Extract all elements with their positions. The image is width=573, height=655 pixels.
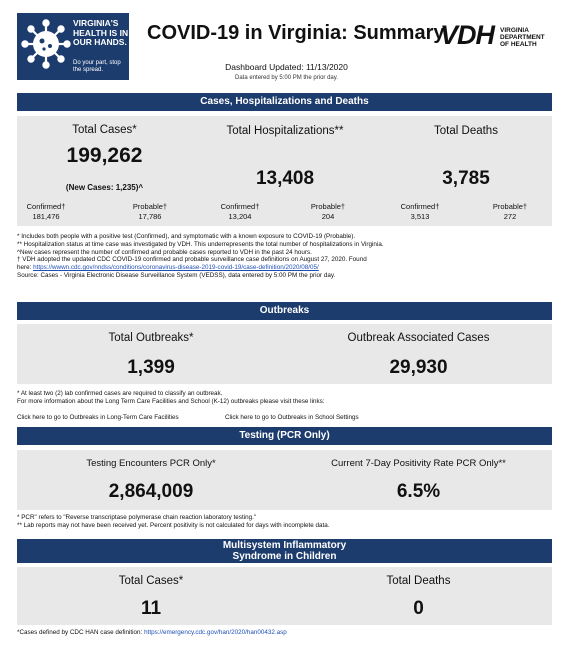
- school-outbreaks-link[interactable]: Click here to go to Outbreaks in School Settings: [225, 414, 359, 421]
- total-deaths-label: Total Deaths: [434, 125, 498, 137]
- deaths-probable-label: Probable†: [492, 202, 528, 211]
- total-hospitalizations-label: Total Hospitalizations**: [226, 125, 344, 137]
- logo-text: VIRGINIA'S HEALTH IS IN OUR HANDS.: [73, 18, 129, 47]
- outbreak-definition-note: * At least two (2) lab confirmed cases are required to classify an outbreak.: [17, 390, 223, 397]
- total-deaths-value: 3,785: [442, 168, 490, 189]
- cases-section-header: Cases, Hospitalizations and Deaths: [17, 93, 552, 111]
- hosp-probable-value: 204: [321, 212, 335, 221]
- lab-reports-note: ** Lab reports may not have been received yet. Percent positivity is not calculated for days with incomplete data.: [17, 521, 330, 529]
- total-outbreaks-value: 1,399: [127, 357, 175, 378]
- footnote-here: here:: [17, 264, 32, 272]
- misc-header-line1: Multisystem Inflammatory: [222, 540, 347, 551]
- misc-section-header: [17, 539, 552, 563]
- outbreak-associated-cases-label: Outbreak Associated Cases: [347, 332, 490, 344]
- footnote-new-cases: ^New cases represent the number of confirmed and probable cases reported to VDH in the past 24 hours.: [17, 248, 312, 256]
- ltc-outbreaks-link[interactable]: Click here to go to Outbreaks in Long-Term Care Facilities: [17, 414, 179, 421]
- cases-confirmed-label: Confirmed†: [26, 202, 66, 211]
- misc-footnote-prefix: *Cases defined by CDC HAN case definition:: [17, 629, 145, 636]
- cases-confirmed-value: 181,476: [32, 212, 60, 221]
- testing-encounters-label: Testing Encounters PCR Only*: [86, 458, 216, 469]
- total-outbreaks-label: Total Outbreaks*: [108, 332, 194, 344]
- positivity-rate-label: Current 7-Day Positivity Rate PCR Only**: [331, 458, 506, 469]
- outbreak-info-note: For more information about the Long Term Care Facilities and School (K-12) outbreaks please visit these links:: [17, 397, 325, 405]
- misc-total-cases-value: 11: [140, 598, 162, 619]
- cases-footnotes: [17, 233, 557, 280]
- hosp-confirmed-value: 13,204: [228, 212, 252, 221]
- vdh-logo: [440, 20, 552, 56]
- cases-panel: [17, 116, 552, 226]
- outbreak-associated-cases-value: 29,930: [389, 357, 448, 378]
- footnote-total-cases: * Includes both people with a positive test (Confirmed), and symptomatic with a known exposure to COVID-19 (Probable).: [17, 233, 356, 240]
- hosp-confirmed-label: Confirmed†: [220, 202, 260, 211]
- cdc-case-definition-link[interactable]: https://wwwn.cdc.gov/nndss/conditions/coronavirus-disease-2019-covid-19/case-definition/2020/08/05/: [33, 264, 319, 272]
- footnote-link-line: [17, 264, 557, 272]
- pcr-definition-note: * PCR" refers to "Reverse transcriptase polymerase chain reaction laboratory testing.": [17, 514, 257, 521]
- new-cases: (New Cases: 1,235)^: [65, 183, 144, 192]
- misc-total-deaths-label: Total Deaths: [386, 575, 451, 587]
- vdh-department-name: VIRGINIA DEPARTMENT OF HEALTH: [500, 27, 545, 48]
- vdh-mark: VDH: [440, 20, 495, 50]
- testing-encounters-value: 2,864,009: [108, 481, 194, 502]
- testing-panel: [17, 450, 552, 510]
- total-cases-label: Total Cases*: [72, 124, 137, 136]
- positivity-rate-value: 6.5%: [396, 481, 441, 502]
- misc-footnote: [17, 629, 287, 637]
- data-entered-note: Data entered by 5:00 PM the prior day.: [235, 75, 338, 81]
- footnote-source: Source: Cases - Virginia Electronic Disease Surveillance System (VEDSS), data entered by 5:00 PM the prior day.: [17, 271, 336, 279]
- outbreaks-panel: [17, 324, 552, 384]
- testing-section-header: Testing (PCR Only): [17, 427, 552, 445]
- hosp-probable-label: Probable†: [310, 202, 346, 211]
- footnote-hospitalization: ** Hospitalization status at time case was investigated by VDH. This underrepresents the total number of hospitalizations in Virginia.: [17, 240, 384, 248]
- footnote-case-definition: † VDH adopted the updated CDC COVID-19 confirmed and probable surveillance case definitions on August 27, 2020. Found: [17, 256, 367, 264]
- page-title: COVID-19 in Virginia: Summary: [147, 22, 445, 44]
- misc-total-cases-label: Total Cases*: [118, 575, 184, 587]
- logo-subtext: Do your part, stop the spread.: [73, 60, 121, 73]
- cases-probable-label: Probable†: [132, 202, 168, 211]
- testing-footnotes: [17, 514, 557, 530]
- total-cases-value: 199,262: [66, 144, 143, 167]
- deaths-confirmed-label: Confirmed†: [400, 202, 440, 211]
- dashboard-updated: Dashboard Updated: 11/13/2020: [225, 62, 348, 72]
- misc-header-line2: Syndrome in Children: [232, 551, 337, 562]
- deaths-probable-value: 272: [503, 212, 517, 221]
- cdc-han-link[interactable]: https://emergency.cdc.gov/han/2020/han00432.asp: [144, 629, 287, 636]
- outbreaks-footnotes: [17, 390, 557, 406]
- deaths-confirmed-value: 3,513: [410, 212, 430, 221]
- cases-probable-value: 17,786: [138, 212, 162, 221]
- misc-total-deaths-value: 0: [413, 598, 424, 619]
- misc-panel: [17, 567, 552, 625]
- outbreaks-section-header: Outbreaks: [17, 302, 552, 320]
- total-hospitalizations-value: 13,408: [255, 168, 315, 189]
